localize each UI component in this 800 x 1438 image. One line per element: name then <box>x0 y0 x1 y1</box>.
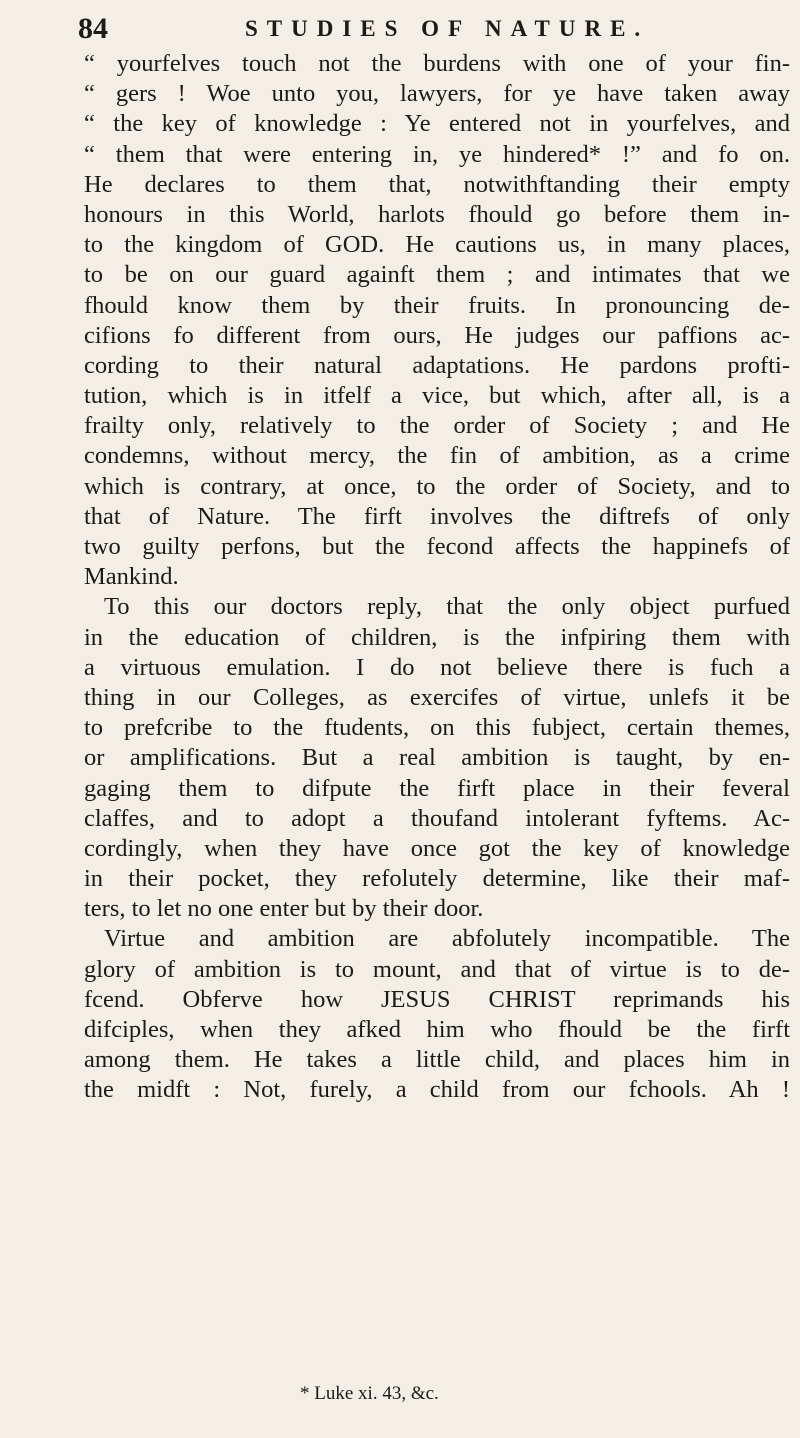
text-line: He declares to them that, notwithftanding their empty <box>84 170 790 198</box>
page-header <box>0 10 800 50</box>
text-line: frailty only, relatively to the order of Society ; and He <box>84 412 790 440</box>
text-line: among them. He takes a little child, and places him in <box>84 1046 790 1074</box>
text-line: condemns, without mercy, the fin of ambition, as a crime <box>84 442 790 470</box>
footnote: * Luke xi. 43, &c. <box>300 1383 439 1404</box>
text-line: To this our doctors reply, that the only object purfued <box>104 593 790 621</box>
text-line: that of Nature. The firft involves the diftrefs of only <box>84 502 790 530</box>
text-line: to prefcribe to the ftudents, on this fubject, certain themes, <box>84 714 790 742</box>
text-line: to be on our guard againft them ; and intimates that we <box>84 261 790 289</box>
text-line: tution, which is in itfelf a vice, but which, after all, is a <box>84 382 790 410</box>
text-line: “ gers ! Woe unto you, lawyers, for ye have taken away <box>84 80 790 108</box>
text-line: or amplifications. But a real ambition is taught, by en- <box>84 744 790 772</box>
text-line: Virtue and ambition are abfolutely incompatible. The <box>104 925 790 953</box>
running-head: STUDIES OF NATURE. <box>245 16 650 41</box>
text-line: to the kingdom of GOD. He cautions us, in many places, <box>84 231 790 259</box>
text-line: “ them that were entering in, ye hindered* !” and fo on. <box>84 140 790 168</box>
text-line: cifions fo different from ours, He judges our paffions ac- <box>84 321 790 349</box>
page-number: 84 <box>78 12 108 45</box>
text-line: in their pocket, they refolutely determine, like their maf- <box>84 865 790 893</box>
text-line: two guilty perfons, but the fecond affects the happinefs of <box>84 533 790 560</box>
text-line: “ the key of knowledge : Ye entered not in yourfelves, and <box>84 110 790 138</box>
text-line: the midft : Not, furely, a child from our fchools. Ah ! <box>84 1076 790 1104</box>
text-line: thing in our Colleges, as exercifes of virtue, unlefs it be <box>84 683 790 711</box>
text-line: Mankind. <box>84 563 179 591</box>
text-line: honours in this World, harlots fhould go before them in- <box>84 200 790 228</box>
text-line: cording to their natural adaptations. He pardons profti- <box>84 351 790 379</box>
text-line: in the education of children, is the infpiring them with <box>84 623 790 651</box>
text-line: ters, to let no one enter but by their door. <box>84 895 484 923</box>
body-text <box>84 49 790 1106</box>
text-line: glory of ambition is to mount, and that of virtue is to de- <box>84 955 790 983</box>
text-line: “ yourfelves touch not the burdens with one of your fin- <box>84 50 790 77</box>
text-line: fhould know them by their fruits. In pronouncing de- <box>84 291 790 319</box>
text-line: fcend. Obferve how JESUS CHRIST reprimands his <box>84 985 790 1013</box>
text-line: cordingly, when they have once got the key of knowledge <box>84 834 790 862</box>
text-line: gaging them to difpute the firft place in their feveral <box>84 774 790 802</box>
text-line: a virtuous emulation. I do not believe there is fuch a <box>84 653 790 681</box>
text-line: difciples, when they afked him who fhould be the firft <box>84 1016 790 1043</box>
text-line: claffes, and to adopt a thoufand intolerant fyftems. Ac- <box>84 804 790 832</box>
text-line: which is contrary, at once, to the order of Society, and to <box>84 472 790 500</box>
